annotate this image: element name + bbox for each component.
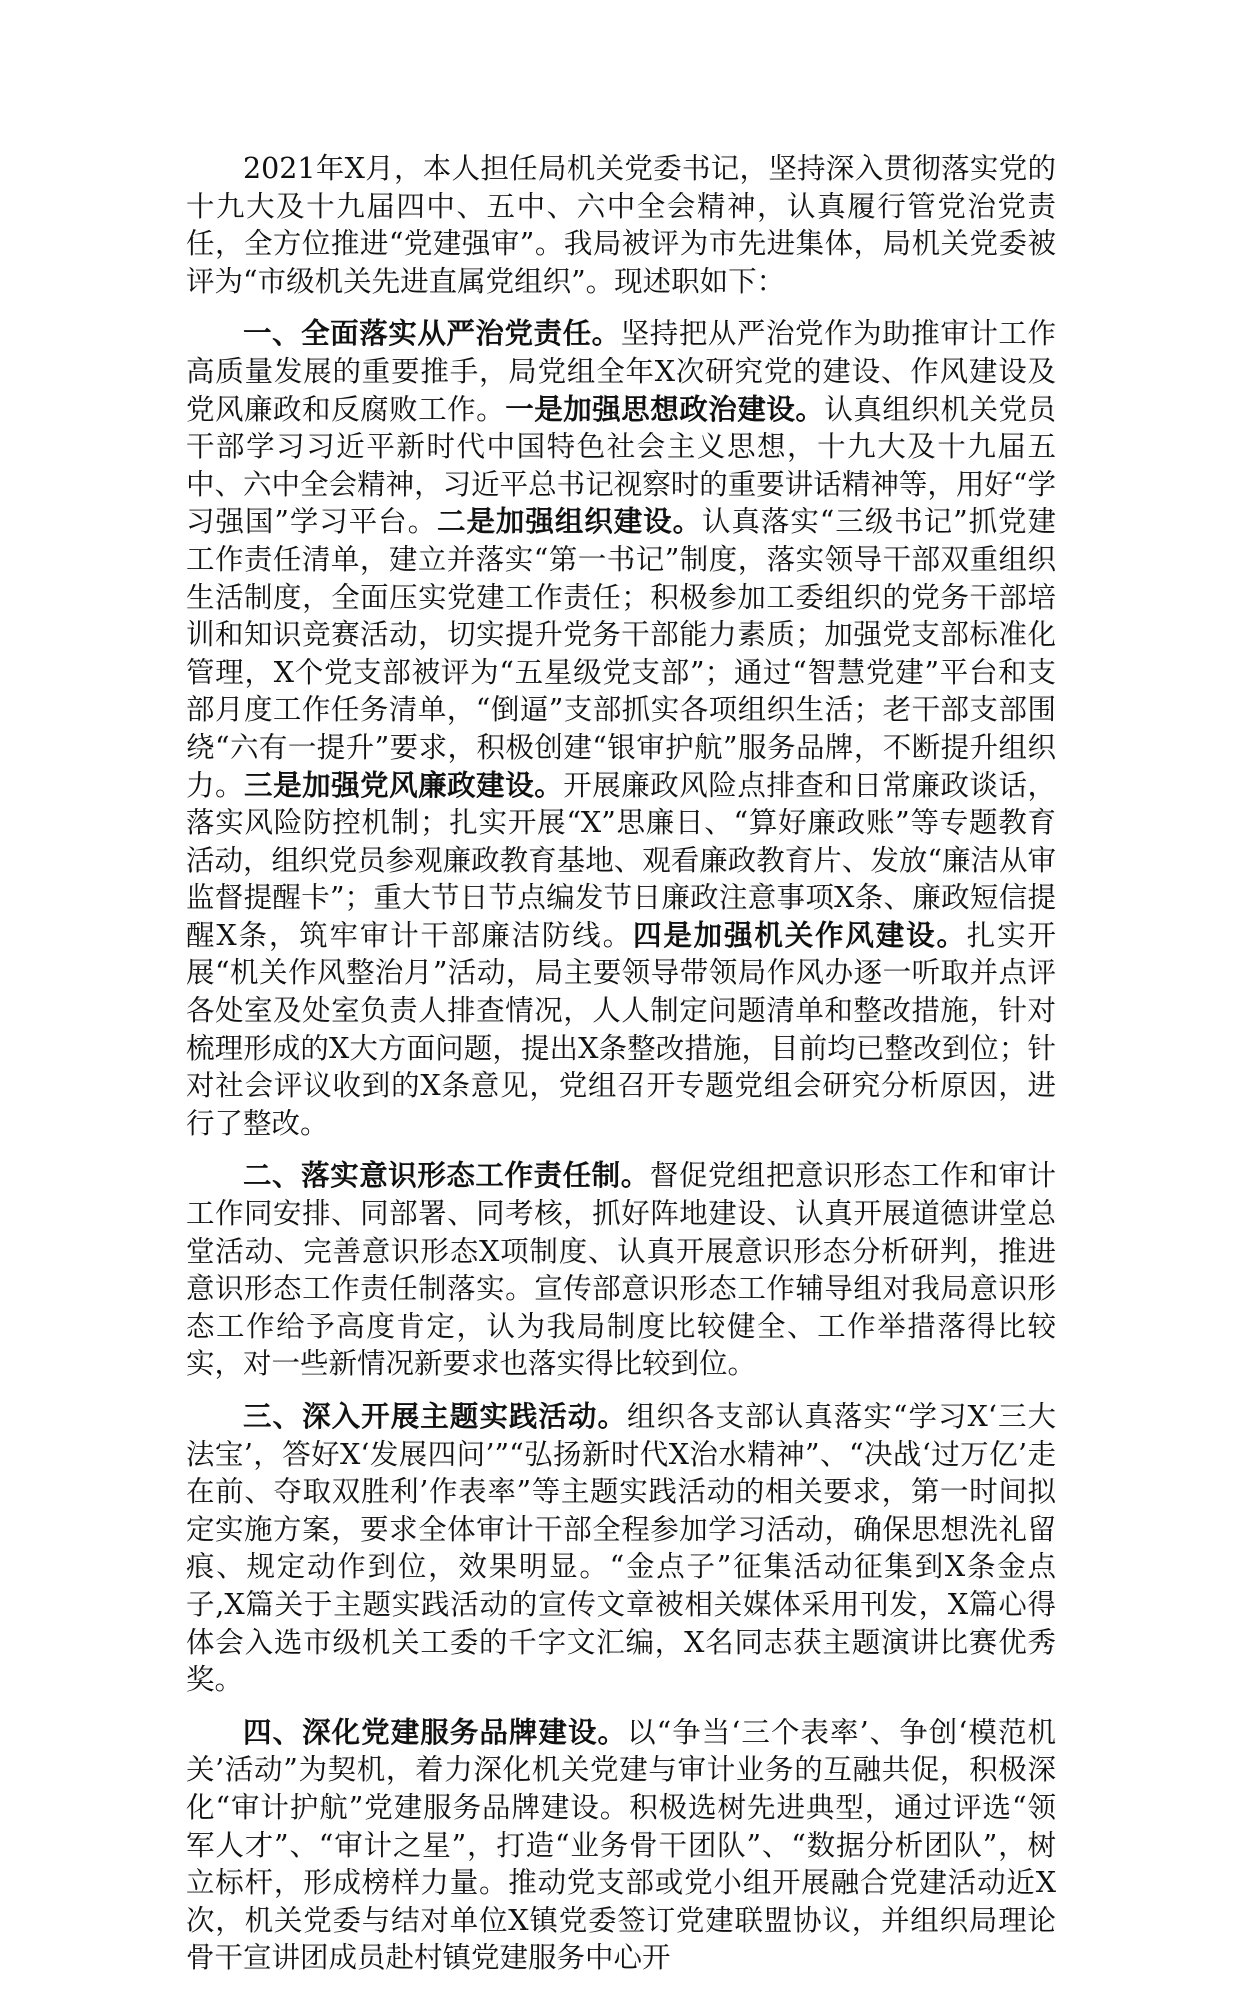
section-3-text: 组织各支部认真落实“学习X‘三大法宝’，答好X‘发展四问’”“弘扬新时代X治水精神”、“决战‘过万亿’走在前、夺取双胜利’作表率”等主题实践活动的相关要求，第一时间拟定实施方案，要求全体审计干部全程参加学习活动，确保思想洗礼留痕、规定动作到位，效果明显。“金点子”征集活动征集到X条金点子,X篇关于主题实践活动的宣传文章被相关媒体采用刊发，X篇心得体会入选市级机关工委的千字文汇编，X名同志获主题演讲比赛优秀奖。 xyxy=(186,1400,1056,1697)
section-1-sub4-heading: 四是加强机关作风建设。 xyxy=(632,917,967,952)
section-3-heading: 三、深入开展主题实践活动。 xyxy=(243,1399,628,1433)
section-1-text: 坚持把从严治党作为助推审计工作高质量发展的重要推手，局党组全年X次研究党的建设、作风建设及党风廉政和反腐败工作。 xyxy=(186,317,1056,426)
section-1-sub2-heading: 二是加强组织建设。 xyxy=(437,504,703,539)
section-1-sub3-text: 开展廉政风险点排查和日常廉政谈话，落实风险防控机制；扎实开展“X”思廉日、“算好廉政账”等专题教育活动，组织党员参观廉政教育基地、观看廉政教育片、发放“廉洁从审监督提醒卡”；重大节日节点编发节日廉政注意事项X条、廉政短信提醒X条，筑牢审计干部廉洁防线。 xyxy=(186,768,1056,952)
section-1-sub4-text: 扎实开展“机关作风整治月”活动，局主要领导带领局作风办逐一听取并点评各处室及处室负责人排查情况，人人制定问题清单和整改措施，针对梳理形成的X大方面问题，提出X条整改措施，目前均已整改到位；针对社会评议收到的X条意见，党组召开专题党组会研究分析原因，进行了整改。 xyxy=(186,918,1056,1140)
section-4-text: 以“争当‘三个表率’、争创‘模范机关’活动”为契机，着力深化机关党建与审计业务的互融共促，积极深化“审计护航”党建服务品牌建设。积极选树先进典型，通过评选“领军人才”、“审计之星”，打造“业务骨干团队”、“数据分析团队”，树立标杆，形成榜样力量。推动党支部或党小组开展融合党建活动近X次，机关党委与结对单位X镇党委签订党建联盟协议，并组织局理论骨干宣讲团成员赴村镇党建服务中心开 xyxy=(186,1715,1056,1975)
section-1-heading: 一、全面落实从严治党责任。 xyxy=(243,316,621,351)
section-1-sub2-text: 认真落实“三级书记”抓党建工作责任清单，建立并落实“第一书记”制度，落实领导干部双重组织生活制度，全面压实党建工作责任；积极参加工委组织的党务干部培训和知识竞赛活动，切实提升党务干部能力素质；加强党支部标准化管理，X个党支部被评为“五星级党支部”；通过“智慧党建”平台和支部月度工作任务清单，“倒逼”支部抓实各项组织生活；老干部支部围绕“六有一提升”要求，积极创建“银审护航”服务品牌，不断提升组织力。 xyxy=(186,505,1056,802)
section-2-paragraph xyxy=(186,1157,1056,1383)
section-4-paragraph xyxy=(186,1714,1056,1977)
intro-text: 2021年X月，本人担任局机关党委书记，坚持深入贯彻落实党的十九大及十九届四中、五中、六中全会精神，认真履行管党治党责任，全方位推进“党建强审”。我局被评为市先进集体，局机关党委被评为“市级机关先进直属党组织”。现述职如下： xyxy=(186,152,1056,298)
section-1-sub3-heading: 三是加强党风廉政建设。 xyxy=(244,767,564,802)
section-2-heading: 二、落实意识形态工作责任制。 xyxy=(243,1158,650,1193)
section-1-sub1-heading: 一是加强思想政治建设。 xyxy=(505,391,825,426)
section-1-sub1-text: 认真组织机关党员干部学习习近平新时代中国特色社会主义思想，十九大及十九届五中、六中全会精神，习近平总书记视察时的重要讲话精神等，用好“学习强国”学习平台。 xyxy=(186,392,1056,539)
intro-paragraph xyxy=(186,150,1056,300)
section-2-text: 督促党组把意识形态工作和审计工作同安排、同部署、同考核，抓好阵地建设、认真开展道德讲堂总堂活动、完善意识形态X项制度、认真开展意识形态分析研判，推进意识形态工作责任制落实。宣传部意识形态工作辅导组对我局意识形态工作给予高度肯定，认为我局制度比较健全、工作举措落得比较实，对一些新情况新要求也落实得比较到位。 xyxy=(186,1159,1056,1381)
section-1-paragraph xyxy=(186,315,1056,1142)
document-page xyxy=(186,150,1056,1992)
section-4-heading: 四、深化党建服务品牌建设。 xyxy=(243,1714,628,1749)
section-3-paragraph xyxy=(186,1398,1056,1699)
